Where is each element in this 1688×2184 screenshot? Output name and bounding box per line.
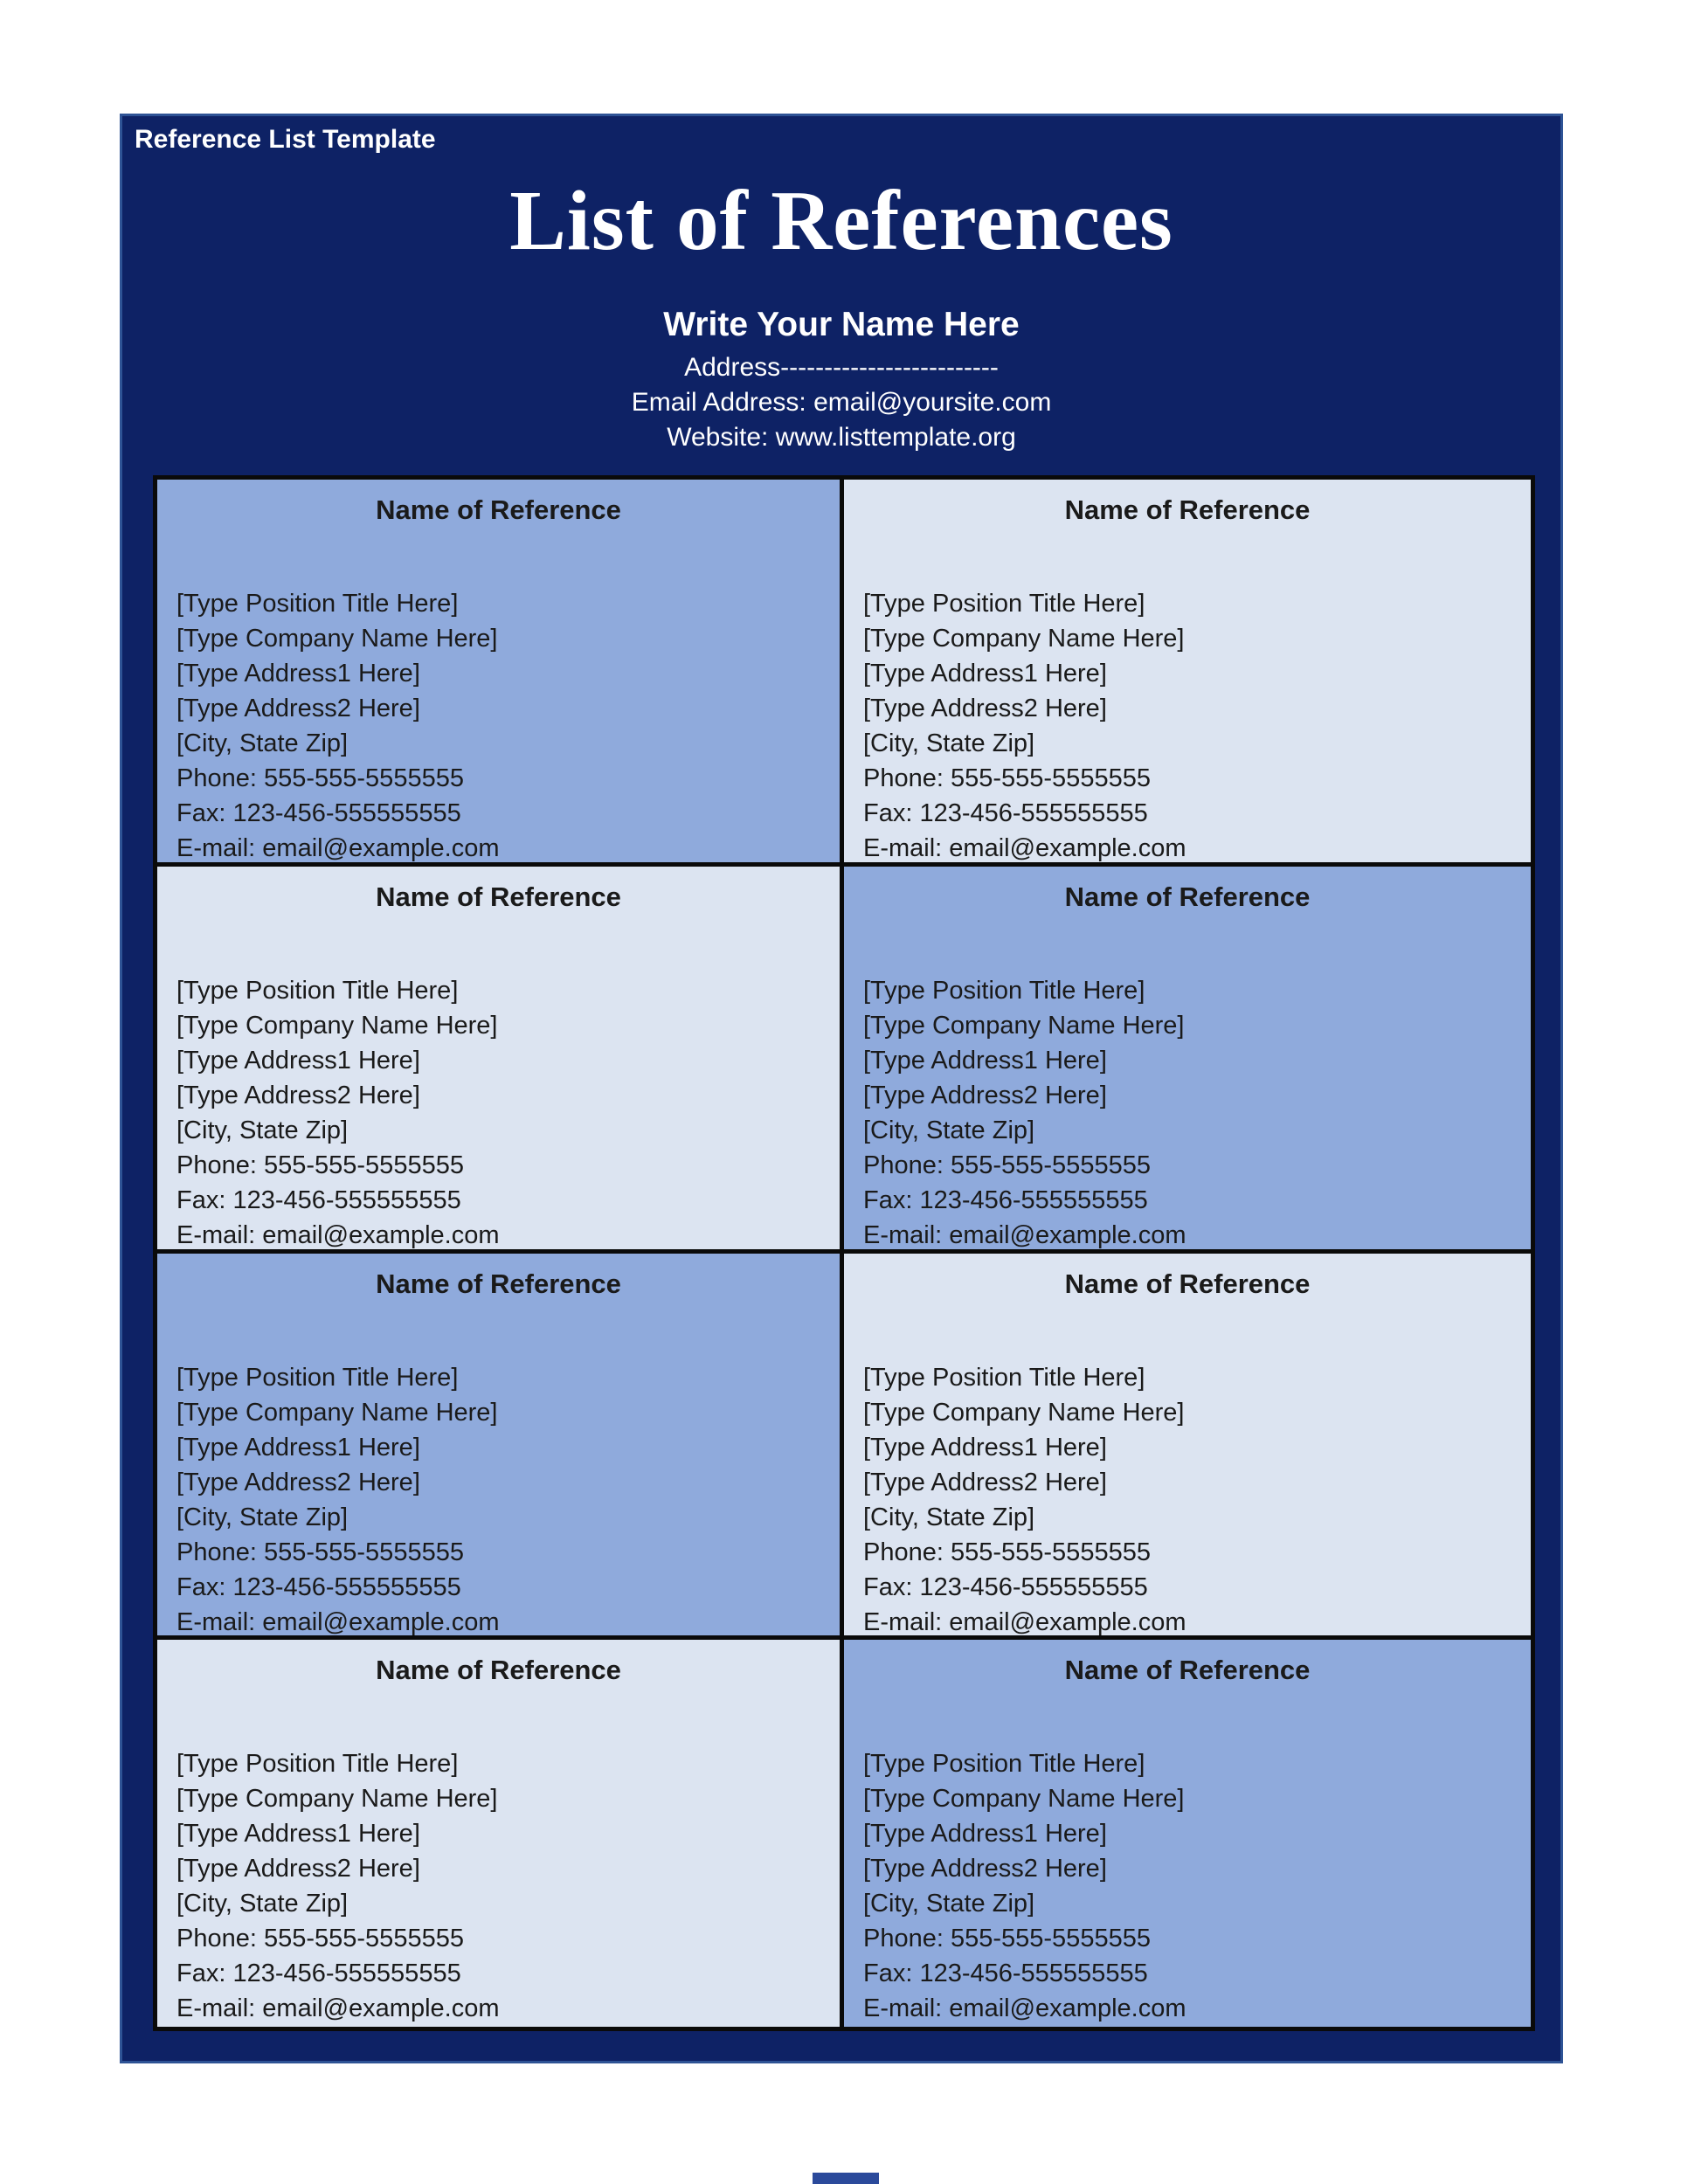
reference-card-line: [Type Address2 Here] [863, 1468, 1107, 1496]
reference-card-line: [Type Address2 Here] [863, 1081, 1107, 1109]
reference-card-line: [Type Address1 Here] [176, 660, 420, 688]
reference-card-title: Name of Reference [376, 1268, 621, 1299]
reference-card-line: [Type Address1 Here] [863, 1046, 1107, 1075]
reference-card-line: E-mail: email@example.com [863, 834, 1186, 862]
reference-card-lines [157, 1360, 840, 1640]
reference-card-line: [Type Position Title Here] [176, 976, 459, 1005]
reference-card-line: [Type Position Title Here] [863, 1363, 1145, 1392]
reference-card-line: [Type Address1 Here] [863, 1433, 1107, 1462]
reference-card-line: Phone: 555-555-5555555 [176, 1538, 464, 1566]
reference-card-title: Name of Reference [376, 881, 621, 912]
reference-card-line: [City, State Zip] [863, 1116, 1035, 1144]
reference-card-line: [Type Position Title Here] [176, 1363, 459, 1392]
address-line: Address------------------------- [684, 353, 999, 383]
reference-card-line: Phone: 555-555-5555555 [863, 764, 1151, 792]
reference-card-line: [City, State Zip] [863, 1890, 1035, 1918]
reference-card-line: [Type Position Title Here] [176, 1750, 459, 1779]
reference-card [844, 1254, 1531, 1641]
reference-card-line: [Type Address1 Here] [176, 1046, 420, 1075]
reference-card-line: [Type Address1 Here] [863, 660, 1107, 688]
reference-card-line: [City, State Zip] [176, 1890, 349, 1918]
reference-card-line: [City, State Zip] [863, 1503, 1035, 1531]
reference-card-line: Phone: 555-555-5555555 [176, 764, 464, 792]
reference-card [157, 867, 844, 1254]
reference-card-line: E-mail: email@example.com [176, 834, 500, 862]
reference-card-line: [Type Address2 Here] [176, 1081, 420, 1109]
reference-card-title: Name of Reference [1064, 1268, 1311, 1299]
reference-card-line: Phone: 555-555-5555555 [176, 1925, 464, 1953]
reference-card-line: [City, State Zip] [176, 1116, 349, 1144]
reference-card-line: Fax: 123-456-555555555 [176, 799, 461, 827]
reference-card-line: [Type Position Title Here] [863, 590, 1145, 618]
reference-card-line: [City, State Zip] [176, 729, 349, 757]
reference-card-lines [157, 1746, 840, 2026]
reference-card-title: Name of Reference [1064, 1655, 1311, 1686]
reference-card-lines [844, 1746, 1531, 2026]
reference-card-line: [Type Company Name Here] [176, 1785, 498, 1814]
bottom-accent-bar [813, 2173, 879, 2184]
references-grid [153, 475, 1535, 2031]
email-line: Email Address: email@yoursite.com [631, 388, 1052, 418]
reference-card-line: [City, State Zip] [176, 1503, 349, 1531]
reference-card-line: E-mail: email@example.com [863, 1994, 1186, 2023]
reference-card [844, 867, 1531, 1254]
page-title: List of References [509, 174, 1173, 267]
reference-card-line: [Type Position Title Here] [863, 976, 1145, 1005]
reference-card-line: Phone: 555-555-5555555 [863, 1538, 1151, 1566]
reference-card-lines [157, 973, 840, 1253]
reference-card-lines [157, 586, 840, 866]
reference-card-title: Name of Reference [376, 1655, 621, 1686]
reference-card-line: Fax: 123-456-555555555 [176, 1572, 461, 1601]
reference-card-line: [Type Company Name Here] [863, 625, 1185, 653]
reference-card [157, 1640, 844, 2027]
reference-card-line: [Type Address2 Here] [176, 1468, 420, 1496]
reference-card-line: E-mail: email@example.com [863, 1607, 1186, 1636]
reference-card-line: [Type Address1 Here] [176, 1820, 420, 1849]
reference-card-line: [City, State Zip] [863, 729, 1035, 757]
reference-card-line: [Type Company Name Here] [176, 625, 498, 653]
reference-card-line: [Type Address2 Here] [863, 695, 1107, 722]
reference-card-line: Fax: 123-456-555555555 [176, 1185, 461, 1214]
reference-card [844, 1640, 1531, 2027]
reference-card-line: Phone: 555-555-5555555 [863, 1151, 1151, 1179]
reference-card-line: [Type Position Title Here] [176, 590, 459, 618]
reference-card [157, 1254, 844, 1641]
reference-card-lines [844, 973, 1531, 1253]
reference-card-line: [Type Address2 Here] [863, 1855, 1107, 1883]
reference-card-lines [844, 1360, 1531, 1640]
reference-card-line: [Type Company Name Here] [176, 1011, 498, 1040]
reference-card-line: [Type Company Name Here] [863, 1785, 1185, 1814]
reference-card-line: Fax: 123-456-555555555 [863, 799, 1148, 827]
reference-card-title: Name of Reference [1064, 494, 1311, 525]
reference-card-line: E-mail: email@example.com [176, 1607, 500, 1636]
reference-card-line: [Type Address1 Here] [863, 1820, 1107, 1849]
reference-card-lines [844, 586, 1531, 866]
website-line: Website: www.listtemplate.org [667, 423, 1016, 453]
reference-card-line: [Type Address2 Here] [176, 695, 420, 722]
reference-card-line: Fax: 123-456-555555555 [863, 1185, 1148, 1214]
banner [120, 114, 1563, 2063]
contact-block [122, 350, 1560, 455]
name-subtitle: Write Your Name Here [663, 305, 1020, 343]
reference-card-line: [Type Company Name Here] [863, 1011, 1185, 1040]
reference-card-line: Fax: 123-456-555555555 [176, 1959, 461, 1988]
reference-card-line: [Type Address2 Here] [176, 1855, 420, 1883]
reference-card-line: Fax: 123-456-555555555 [863, 1572, 1148, 1601]
reference-card-line: [Type Company Name Here] [863, 1398, 1185, 1427]
reference-card-line: [Type Company Name Here] [176, 1398, 498, 1427]
reference-card-line: Phone: 555-555-5555555 [863, 1925, 1151, 1953]
reference-card-line: [Type Position Title Here] [863, 1750, 1145, 1779]
reference-card-line: E-mail: email@example.com [863, 1220, 1186, 1249]
reference-card-line: Fax: 123-456-555555555 [863, 1959, 1148, 1988]
reference-card [157, 480, 844, 867]
reference-card [844, 480, 1531, 867]
header-label: Reference List Template [135, 125, 436, 154]
reference-card-line: E-mail: email@example.com [176, 1994, 500, 2023]
reference-card-title: Name of Reference [1064, 881, 1311, 912]
reference-card-line: [Type Address1 Here] [176, 1433, 420, 1462]
reference-card-title: Name of Reference [376, 494, 621, 525]
reference-card-line: E-mail: email@example.com [176, 1220, 500, 1249]
reference-card-line: Phone: 555-555-5555555 [176, 1151, 464, 1179]
